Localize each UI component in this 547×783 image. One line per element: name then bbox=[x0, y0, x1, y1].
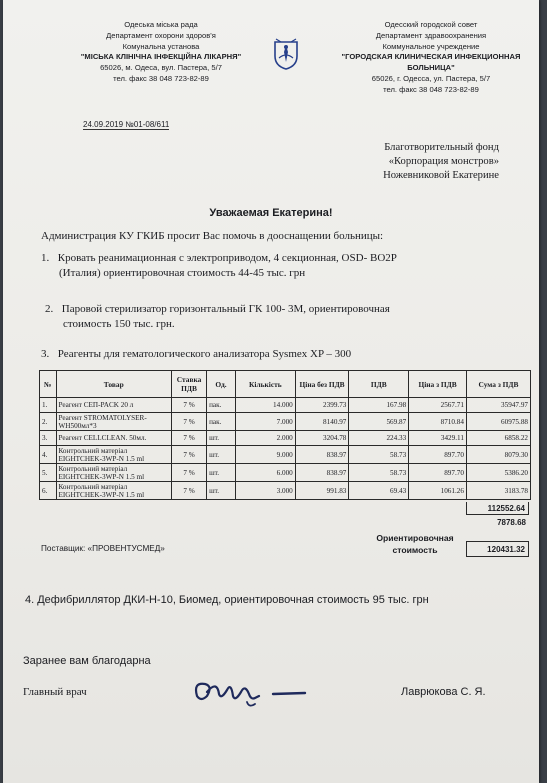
cell-product: Контрольний матеріал EIGHTCHEK-3WP-N 1.5 ml bbox=[56, 464, 172, 482]
letterhead-left bbox=[61, 20, 261, 85]
letterhead-right bbox=[325, 20, 537, 96]
table-row bbox=[40, 431, 531, 446]
col-header-product: Товар bbox=[56, 371, 172, 398]
intro-text: Администрация КУ ГКИБ просит Вас помочь в дооснащении больницы: bbox=[41, 230, 384, 242]
supplier-line: Поставщик: «ПРОВЕНТУСМЕД» bbox=[41, 544, 165, 553]
cell-product: Реагент STROMATOLYSER-WH500мл*3 bbox=[56, 413, 172, 431]
cell-qty: 7.000 bbox=[235, 413, 295, 431]
cell-price: 8140.97 bbox=[295, 413, 349, 431]
department-name: Департамент охорони здоров'я bbox=[106, 30, 216, 40]
item-text: Кровать реанимационная с электроприводом, 4 секционная, OSD- BO2P bbox=[57, 252, 397, 264]
cell-qty: 3.000 bbox=[235, 482, 295, 500]
cell-sum: 5386.20 bbox=[466, 464, 530, 482]
cell-price-vat: 1061.26 bbox=[409, 482, 467, 500]
cell-vat: 58.73 bbox=[349, 464, 409, 482]
council-name-ru: Одесский городской совет bbox=[384, 20, 478, 29]
cell-qty: 6.000 bbox=[235, 464, 295, 482]
cell-price-vat: 8710.84 bbox=[409, 413, 467, 431]
table-row bbox=[40, 398, 531, 413]
total-with-vat: 120431.32 bbox=[466, 541, 529, 557]
col-header-price-vat: Ціна з ПДВ bbox=[409, 371, 467, 398]
handwritten-signature bbox=[189, 672, 309, 712]
item-number: 3. bbox=[41, 348, 50, 360]
institution-type-ru: Коммунальное учреждение bbox=[382, 41, 480, 51]
cell-unit: шт. bbox=[207, 431, 236, 446]
phone-fax: тел. факс 38 048 723-82-89 bbox=[113, 73, 209, 83]
cell-num: 4. bbox=[40, 446, 57, 464]
col-header-unit: Од. bbox=[207, 371, 236, 398]
item-text: Реагенты для гематологического анализатора Sysmex XP – 300 bbox=[57, 348, 352, 360]
signer-role: Главный врач bbox=[23, 686, 87, 698]
request-item-3 bbox=[41, 347, 481, 362]
cell-price-vat: 3429.11 bbox=[409, 431, 467, 446]
item-number: 1. bbox=[41, 252, 50, 264]
cell-price-vat: 897.70 bbox=[409, 464, 467, 482]
table-row bbox=[40, 482, 531, 500]
cell-sum: 8079.30 bbox=[466, 446, 530, 464]
cell-num: 2. bbox=[40, 413, 57, 431]
cell-product: Реагент CELLCLEAN. 50мл. bbox=[56, 431, 172, 446]
phone-fax-ru: тел. факс 38 048 723-82-89 bbox=[383, 84, 479, 94]
cell-vat-rate: 7 % bbox=[172, 464, 207, 482]
cell-vat-rate: 7 % bbox=[172, 482, 207, 500]
item-number: 2. bbox=[45, 303, 54, 315]
cell-vat: 224.33 bbox=[349, 431, 409, 446]
cell-num: 3. bbox=[40, 431, 57, 446]
reagents-table bbox=[39, 370, 531, 500]
table-row bbox=[40, 464, 531, 482]
cell-num: 5. bbox=[40, 464, 57, 482]
council-name: Одеська міська рада bbox=[124, 20, 198, 29]
thanks-line: Заранее вам благодарна bbox=[23, 655, 151, 667]
cell-vat-rate: 7 % bbox=[172, 398, 207, 413]
city-emblem-icon bbox=[273, 38, 299, 70]
department-name-ru: Департамент здравоохранения bbox=[375, 30, 487, 40]
cell-unit: шт. bbox=[207, 482, 236, 500]
table-row bbox=[40, 446, 531, 464]
cell-vat-rate: 7 % bbox=[172, 446, 207, 464]
estimate-label bbox=[367, 532, 463, 556]
letter-page bbox=[3, 0, 539, 783]
col-header-vat-rate: Ставка ПДВ bbox=[172, 371, 207, 398]
col-header-num: № bbox=[40, 371, 57, 398]
col-header-price: Ціна без ПДВ bbox=[295, 371, 349, 398]
registration-number: 24.09.2019 №01-08/611 bbox=[83, 120, 170, 129]
cell-sum: 60975.88 bbox=[466, 413, 530, 431]
request-item-4: 4. Дефибриллятор ДКИ-Н-10, Биомед, ориентировочная стоимость 95 тыс. грн bbox=[25, 594, 429, 606]
cell-price: 3204.78 bbox=[295, 431, 349, 446]
table-row bbox=[40, 413, 531, 431]
institution-type: Комунальна установа bbox=[122, 41, 200, 51]
cell-num: 1. bbox=[40, 398, 57, 413]
recipient-person: Ножевниковой Екатерине bbox=[383, 170, 499, 181]
recipient-org: «Корпорация монстров» bbox=[388, 156, 499, 167]
table-header-row bbox=[40, 371, 531, 398]
item-text: Паровой стерилизатор горизонтальный ГК 100- 3М, ориентировочная bbox=[61, 303, 390, 315]
cell-vat: 167.98 bbox=[349, 398, 409, 413]
estimate-label-line2: стоимость bbox=[392, 545, 438, 555]
recipient-block bbox=[383, 141, 499, 183]
cell-unit: пак. bbox=[207, 413, 236, 431]
cell-product: Контрольний матеріал EIGHTCHEK-3WP-N 1.5 ml bbox=[56, 446, 172, 464]
cell-vat-rate: 7 % bbox=[172, 413, 207, 431]
recipient-fund: Благотворительный фонд bbox=[384, 142, 499, 153]
signer-name: Лаврюкова С. Я. bbox=[401, 686, 486, 698]
cell-unit: пак. bbox=[207, 398, 236, 413]
cell-vat-rate: 7 % bbox=[172, 431, 207, 446]
cell-price: 2399.73 bbox=[295, 398, 349, 413]
greeting: Уважаемая Екатерина! bbox=[209, 207, 333, 219]
cell-qty: 14.000 bbox=[235, 398, 295, 413]
hospital-name: "МІСЬКА КЛІНІЧНА ІНФЕКЦІЙНА ЛІКАРНЯ" bbox=[80, 52, 242, 62]
col-header-qty: Кількість bbox=[235, 371, 295, 398]
cell-price: 991.83 bbox=[295, 482, 349, 500]
address: 65026, м. Одеса, вул. Пастера, 5/7 bbox=[100, 63, 222, 73]
total-without-vat: 112552.64 bbox=[466, 502, 529, 515]
cell-num: 6. bbox=[40, 482, 57, 500]
request-item-2 bbox=[45, 302, 485, 332]
cell-unit: шт. bbox=[207, 464, 236, 482]
cell-sum: 3183.78 bbox=[466, 482, 530, 500]
cell-vat: 569.87 bbox=[349, 413, 409, 431]
hospital-name-ru-cont: БОЛЬНИЦА" bbox=[407, 63, 455, 73]
vat-total: 7878.68 bbox=[497, 518, 526, 527]
cell-vat: 69.43 bbox=[349, 482, 409, 500]
item-text-cont: стоимость 150 тыс. грн. bbox=[63, 318, 175, 330]
cell-vat: 58.73 bbox=[349, 446, 409, 464]
request-item-1 bbox=[41, 251, 481, 281]
cell-price-vat: 897.70 bbox=[409, 446, 467, 464]
cell-product: Контрольний матеріал EIGHTCHEK-3WP-N 1.5 ml bbox=[56, 482, 172, 500]
col-header-vat: ПДВ bbox=[349, 371, 409, 398]
cell-price: 838.97 bbox=[295, 446, 349, 464]
item-text-cont: (Италия) ориентировочная стоимость 44-45 тыс. грн bbox=[59, 267, 306, 279]
cell-price: 838.97 bbox=[295, 464, 349, 482]
cell-qty: 2.000 bbox=[235, 431, 295, 446]
cell-price-vat: 2567.71 bbox=[409, 398, 467, 413]
estimate-label-line1: Ориентировочная bbox=[376, 533, 454, 543]
col-header-sum: Сума з ПДВ bbox=[466, 371, 530, 398]
cell-unit: шт. bbox=[207, 446, 236, 464]
hospital-name-ru: "ГОРОДСКАЯ КЛИНИЧЕСКАЯ ИНФЕКЦИОННАЯ bbox=[341, 52, 521, 62]
cell-sum: 35947.97 bbox=[466, 398, 530, 413]
cell-qty: 9.000 bbox=[235, 446, 295, 464]
address-ru: 65026, г. Одесса, ул. Пастера, 5/7 bbox=[371, 73, 491, 83]
cell-sum: 6858.22 bbox=[466, 431, 530, 446]
cell-product: Реагент СЕП-PACK 20 л bbox=[56, 398, 172, 413]
